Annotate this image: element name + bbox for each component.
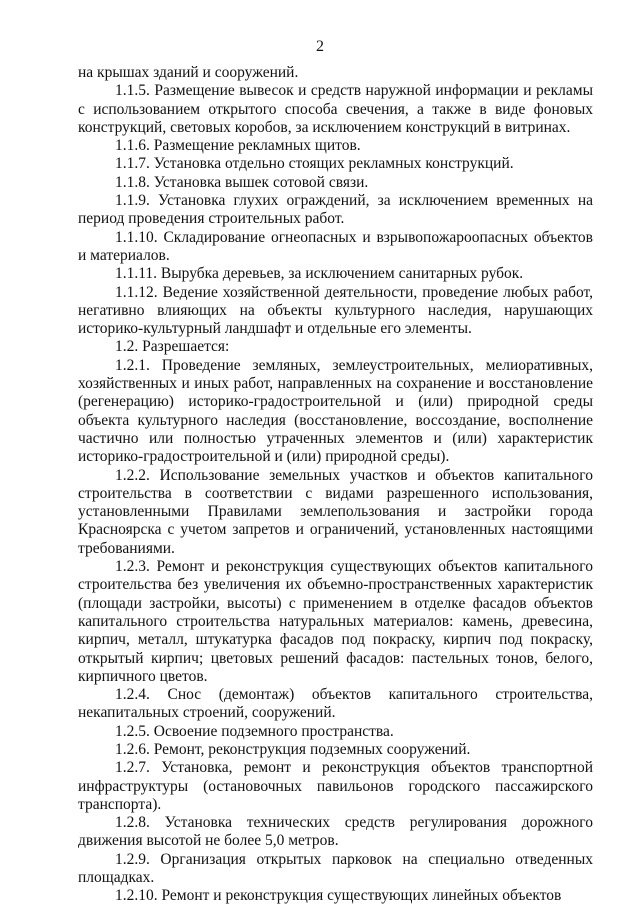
- paragraph: 1.2.4. Снос (демонтаж) объектов капитального строительства, некапитальных строений, сооружений.: [78, 686, 593, 722]
- paragraph: 1.2.7. Установка, ремонт и реконструкция объектов транспортной инфраструктуры (остановочных павильонов городского пассажирского транспорта).: [78, 759, 593, 813]
- paragraph: на крышах зданий и сооружений.: [78, 64, 299, 81]
- page-number: 2: [316, 38, 324, 55]
- paragraph: 1.1.5. Размещение вывесок и средств наружной информации и рекламы с использованием открытого способа свечения, а также в виде фоновых конструкций, световых коробов, за исключением конструкций в витринах.: [78, 82, 593, 136]
- paragraph: 1.2.9. Организация открытых парковок на специально отведенных площадках.: [78, 850, 593, 887]
- paragraph: 1.2.1. Проведение земляных, землеустроительных, мелиоративных, хозяйственных и иных работ, направленных на сохранение и восстановление (регенерацию) историко-градостроительной и (или) природной среды объекта культурного наследия (восстановление, воссоздание, восполнение частично или полностью утраченных элементов и (или) характеристик историко-градостроительной и (или) природной среды).: [78, 356, 593, 466]
- paragraph: 1.2.2. Использование земельных участков и объектов капитального строительства в соответствии с видами разрешенного использования, установленными Правилами землепользования и застройки города Красноярска с учетом запретов и ограничений, установленных настоящими требованиями.: [78, 466, 593, 557]
- paragraph: 1.1.12. Ведение хозяйственной деятельности, проведение любых работ, негативно влияющих на объекты культурного наследия, нарушающих историко-культурный ландшафт и отдельные его элементы.: [78, 283, 593, 338]
- paragraph: 1.1.7. Установка отдельно стоящих рекламных конструкций.: [115, 155, 514, 173]
- paragraph: 1.1.8. Установка вышек сотовой связи.: [115, 173, 369, 191]
- paragraph: 1.1.9. Установка глухих ограждений, за исключением временных на период проведения строительных работ.: [78, 192, 593, 228]
- paragraph: 1.2.8. Установка технических средств регулирования дорожного движения высотой не более 5,0 метров.: [78, 814, 593, 850]
- paragraph: 1.2.5. Освоение подземного пространства.: [115, 722, 394, 740]
- document-body: [78, 64, 593, 906]
- paragraph: 1.2.10. Ремонт и реконструкция существующих линейных объектов: [115, 887, 562, 905]
- paragraph: 1.2.3. Ремонт и реконструкция существующих объектов капитального строительства без увеличения их объемно-пространственных характеристик (площади застройки, высоты) с применением в отделке фасадов объектов капитального строительства натуральных материалов: камень, древесина, кирпич, металл, штукатурка фасадов под покраску, кирпич под покраску, открытый кирпич; цветовых решений фасадов: пастельных тонов, белого, кирпичного цветов.: [78, 558, 593, 685]
- paragraph: 1.1.10. Складирование огнеопасных и взрывопожароопасных объектов и материалов.: [78, 228, 593, 264]
- paragraph: 1.2.6. Ремонт, реконструкция подземных сооружений.: [115, 740, 471, 758]
- paragraph: 1.2. Разрешается:: [115, 338, 230, 356]
- paragraph: 1.1.6. Размещение рекламных щитов.: [115, 137, 361, 155]
- paragraph: 1.1.11. Вырубка деревьев, за исключением санитарных рубок.: [115, 265, 524, 283]
